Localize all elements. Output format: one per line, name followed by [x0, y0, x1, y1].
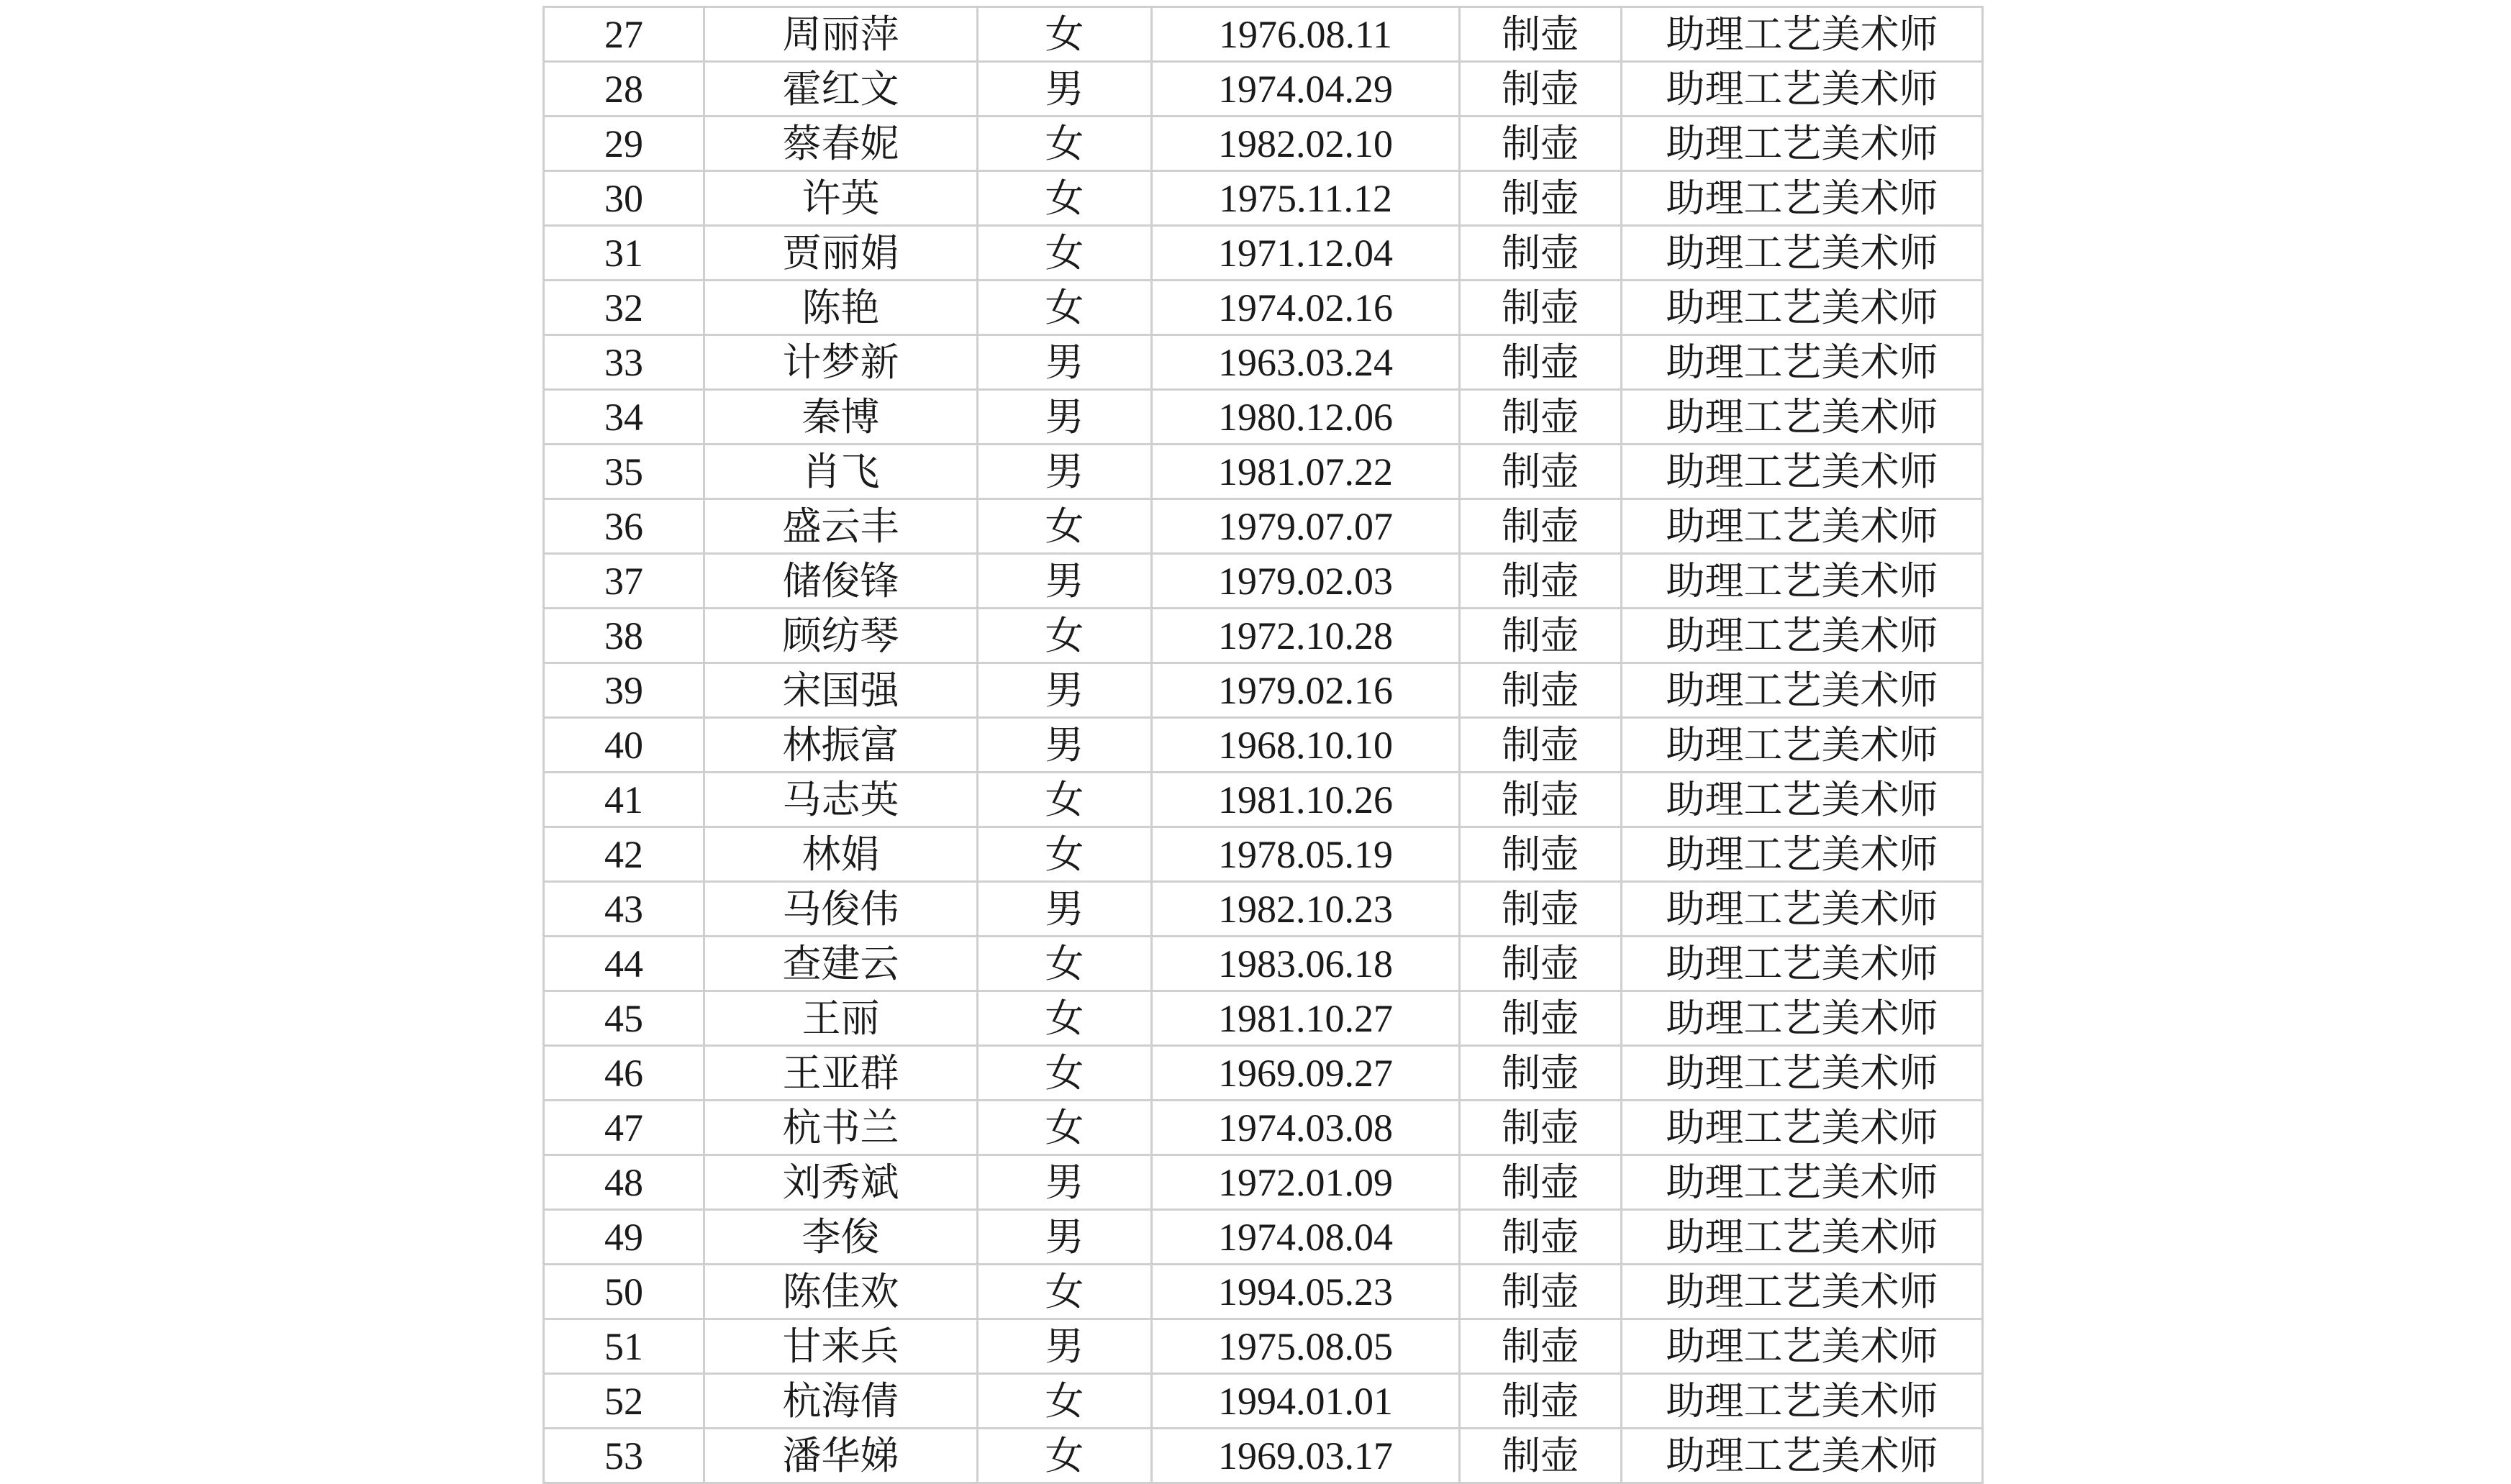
birth-date-cell: 1975.11.12 [1152, 171, 1460, 226]
gender-cell: 女 [978, 171, 1152, 226]
gender-cell: 女 [978, 827, 1152, 882]
roster-sheet [542, 6, 1981, 1484]
table-row [544, 171, 1983, 226]
row-number-cell: 42 [544, 827, 704, 882]
table-row [544, 1265, 1983, 1319]
row-number-cell: 36 [544, 499, 704, 554]
gender-cell: 男 [978, 554, 1152, 609]
title-cell: 助理工艺美术师 [1622, 390, 1983, 445]
row-number-cell: 37 [544, 554, 704, 609]
name-cell: 肖飞 [704, 445, 978, 499]
table-row [544, 663, 1983, 718]
birth-date-cell: 1975.08.05 [1152, 1319, 1460, 1374]
trade-cell: 制壶 [1460, 663, 1622, 718]
birth-date-cell: 1994.01.01 [1152, 1374, 1460, 1429]
title-cell: 助理工艺美术师 [1622, 499, 1983, 554]
trade-cell: 制壶 [1460, 7, 1622, 62]
title-cell: 助理工艺美术师 [1622, 226, 1983, 281]
table-row [544, 1429, 1983, 1483]
name-cell: 顾纺琴 [704, 609, 978, 663]
birth-date-cell: 1979.02.16 [1152, 663, 1460, 718]
birth-date-cell: 1981.07.22 [1152, 445, 1460, 499]
table-row [544, 1210, 1983, 1265]
title-cell: 助理工艺美术师 [1622, 827, 1983, 882]
gender-cell: 男 [978, 62, 1152, 117]
name-cell: 宋国强 [704, 663, 978, 718]
birth-date-cell: 1982.10.23 [1152, 882, 1460, 937]
birth-date-cell: 1974.03.08 [1152, 1101, 1460, 1155]
title-cell: 助理工艺美术师 [1622, 7, 1983, 62]
title-cell: 助理工艺美术师 [1622, 445, 1983, 499]
birth-date-cell: 1969.03.17 [1152, 1429, 1460, 1483]
trade-cell: 制壶 [1460, 171, 1622, 226]
trade-cell: 制壶 [1460, 62, 1622, 117]
trade-cell: 制壶 [1460, 226, 1622, 281]
table-row [544, 718, 1983, 773]
title-cell: 助理工艺美术师 [1622, 1046, 1983, 1101]
birth-date-cell: 1972.01.09 [1152, 1155, 1460, 1210]
table-row [544, 499, 1983, 554]
title-cell: 助理工艺美术师 [1622, 1429, 1983, 1483]
title-cell: 助理工艺美术师 [1622, 882, 1983, 937]
row-number-cell: 48 [544, 1155, 704, 1210]
row-number-cell: 41 [544, 773, 704, 827]
title-cell: 助理工艺美术师 [1622, 773, 1983, 827]
gender-cell: 女 [978, 281, 1152, 335]
table-row [544, 554, 1983, 609]
name-cell: 蔡春妮 [704, 117, 978, 171]
table-row [544, 1101, 1983, 1155]
title-cell: 助理工艺美术师 [1622, 1265, 1983, 1319]
name-cell: 陈佳欢 [704, 1265, 978, 1319]
trade-cell: 制壶 [1460, 499, 1622, 554]
trade-cell: 制壶 [1460, 1210, 1622, 1265]
name-cell: 霍红文 [704, 62, 978, 117]
name-cell: 查建云 [704, 937, 978, 991]
gender-cell: 男 [978, 445, 1152, 499]
table-row [544, 335, 1983, 390]
trade-cell: 制壶 [1460, 281, 1622, 335]
row-number-cell: 44 [544, 937, 704, 991]
name-cell: 杭海倩 [704, 1374, 978, 1429]
gender-cell: 女 [978, 1429, 1152, 1483]
birth-date-cell: 1976.08.11 [1152, 7, 1460, 62]
title-cell: 助理工艺美术师 [1622, 62, 1983, 117]
title-cell: 助理工艺美术师 [1622, 554, 1983, 609]
row-number-cell: 46 [544, 1046, 704, 1101]
gender-cell: 男 [978, 663, 1152, 718]
trade-cell: 制壶 [1460, 390, 1622, 445]
trade-cell: 制壶 [1460, 1046, 1622, 1101]
table-row [544, 1319, 1983, 1374]
roster-table [542, 6, 1984, 1484]
gender-cell: 男 [978, 335, 1152, 390]
trade-cell: 制壶 [1460, 773, 1622, 827]
birth-date-cell: 1982.02.10 [1152, 117, 1460, 171]
title-cell: 助理工艺美术师 [1622, 1374, 1983, 1429]
title-cell: 助理工艺美术师 [1622, 991, 1983, 1046]
gender-cell: 女 [978, 117, 1152, 171]
trade-cell: 制壶 [1460, 1374, 1622, 1429]
row-number-cell: 40 [544, 718, 704, 773]
gender-cell: 男 [978, 882, 1152, 937]
row-number-cell: 53 [544, 1429, 704, 1483]
table-row [544, 1155, 1983, 1210]
title-cell: 助理工艺美术师 [1622, 1101, 1983, 1155]
table-row [544, 882, 1983, 937]
table-row [544, 281, 1983, 335]
gender-cell: 女 [978, 1046, 1152, 1101]
gender-cell: 男 [978, 718, 1152, 773]
table-row [544, 1046, 1983, 1101]
table-row [544, 7, 1983, 62]
name-cell: 李俊 [704, 1210, 978, 1265]
name-cell: 刘秀斌 [704, 1155, 978, 1210]
birth-date-cell: 1994.05.23 [1152, 1265, 1460, 1319]
name-cell: 林振富 [704, 718, 978, 773]
title-cell: 助理工艺美术师 [1622, 718, 1983, 773]
row-number-cell: 50 [544, 1265, 704, 1319]
gender-cell: 女 [978, 991, 1152, 1046]
birth-date-cell: 1969.09.27 [1152, 1046, 1460, 1101]
gender-cell: 男 [978, 390, 1152, 445]
roster-table-body [544, 7, 1983, 1483]
gender-cell: 男 [978, 1210, 1152, 1265]
table-row [544, 445, 1983, 499]
name-cell: 林娟 [704, 827, 978, 882]
name-cell: 马志英 [704, 773, 978, 827]
table-row [544, 609, 1983, 663]
gender-cell: 女 [978, 1265, 1152, 1319]
trade-cell: 制壶 [1460, 1101, 1622, 1155]
birth-date-cell: 1971.12.04 [1152, 226, 1460, 281]
birth-date-cell: 1979.07.07 [1152, 499, 1460, 554]
table-row [544, 390, 1983, 445]
trade-cell: 制壶 [1460, 991, 1622, 1046]
name-cell: 秦博 [704, 390, 978, 445]
table-row [544, 117, 1983, 171]
name-cell: 王丽 [704, 991, 978, 1046]
gender-cell: 女 [978, 1374, 1152, 1429]
trade-cell: 制壶 [1460, 445, 1622, 499]
birth-date-cell: 1983.06.18 [1152, 937, 1460, 991]
trade-cell: 制壶 [1460, 882, 1622, 937]
trade-cell: 制壶 [1460, 1319, 1622, 1374]
birth-date-cell: 1979.02.03 [1152, 554, 1460, 609]
birth-date-cell: 1972.10.28 [1152, 609, 1460, 663]
title-cell: 助理工艺美术师 [1622, 1210, 1983, 1265]
row-number-cell: 35 [544, 445, 704, 499]
row-number-cell: 45 [544, 991, 704, 1046]
title-cell: 助理工艺美术师 [1622, 663, 1983, 718]
title-cell: 助理工艺美术师 [1622, 281, 1983, 335]
name-cell: 储俊锋 [704, 554, 978, 609]
gender-cell: 女 [978, 499, 1152, 554]
trade-cell: 制壶 [1460, 554, 1622, 609]
name-cell: 王亚群 [704, 1046, 978, 1101]
table-row [544, 1374, 1983, 1429]
row-number-cell: 33 [544, 335, 704, 390]
trade-cell: 制壶 [1460, 718, 1622, 773]
row-number-cell: 51 [544, 1319, 704, 1374]
title-cell: 助理工艺美术师 [1622, 335, 1983, 390]
birth-date-cell: 1968.10.10 [1152, 718, 1460, 773]
row-number-cell: 28 [544, 62, 704, 117]
birth-date-cell: 1974.04.29 [1152, 62, 1460, 117]
name-cell: 盛云丰 [704, 499, 978, 554]
name-cell: 计梦新 [704, 335, 978, 390]
gender-cell: 男 [978, 1155, 1152, 1210]
row-number-cell: 43 [544, 882, 704, 937]
gender-cell: 女 [978, 609, 1152, 663]
gender-cell: 女 [978, 1101, 1152, 1155]
name-cell: 潘华娣 [704, 1429, 978, 1483]
row-number-cell: 34 [544, 390, 704, 445]
gender-cell: 男 [978, 1319, 1152, 1374]
row-number-cell: 38 [544, 609, 704, 663]
row-number-cell: 29 [544, 117, 704, 171]
row-number-cell: 32 [544, 281, 704, 335]
gender-cell: 女 [978, 226, 1152, 281]
name-cell: 马俊伟 [704, 882, 978, 937]
table-row [544, 991, 1983, 1046]
title-cell: 助理工艺美术师 [1622, 937, 1983, 991]
row-number-cell: 47 [544, 1101, 704, 1155]
name-cell: 杭书兰 [704, 1101, 978, 1155]
trade-cell: 制壶 [1460, 827, 1622, 882]
trade-cell: 制壶 [1460, 937, 1622, 991]
birth-date-cell: 1978.05.19 [1152, 827, 1460, 882]
birth-date-cell: 1963.03.24 [1152, 335, 1460, 390]
table-row [544, 937, 1983, 991]
title-cell: 助理工艺美术师 [1622, 1319, 1983, 1374]
table-row [544, 62, 1983, 117]
gender-cell: 女 [978, 773, 1152, 827]
name-cell: 周丽萍 [704, 7, 978, 62]
birth-date-cell: 1980.12.06 [1152, 390, 1460, 445]
gender-cell: 女 [978, 937, 1152, 991]
name-cell: 贾丽娟 [704, 226, 978, 281]
gender-cell: 女 [978, 7, 1152, 62]
row-number-cell: 27 [544, 7, 704, 62]
birth-date-cell: 1974.08.04 [1152, 1210, 1460, 1265]
name-cell: 陈艳 [704, 281, 978, 335]
row-number-cell: 39 [544, 663, 704, 718]
trade-cell: 制壶 [1460, 117, 1622, 171]
title-cell: 助理工艺美术师 [1622, 117, 1983, 171]
trade-cell: 制壶 [1460, 1155, 1622, 1210]
trade-cell: 制壶 [1460, 1265, 1622, 1319]
title-cell: 助理工艺美术师 [1622, 1155, 1983, 1210]
row-number-cell: 52 [544, 1374, 704, 1429]
trade-cell: 制壶 [1460, 1429, 1622, 1483]
row-number-cell: 30 [544, 171, 704, 226]
title-cell: 助理工艺美术师 [1622, 609, 1983, 663]
name-cell: 甘来兵 [704, 1319, 978, 1374]
title-cell: 助理工艺美术师 [1622, 171, 1983, 226]
table-row [544, 226, 1983, 281]
row-number-cell: 31 [544, 226, 704, 281]
row-number-cell: 49 [544, 1210, 704, 1265]
table-row [544, 827, 1983, 882]
table-row [544, 773, 1983, 827]
birth-date-cell: 1981.10.27 [1152, 991, 1460, 1046]
name-cell: 许英 [704, 171, 978, 226]
trade-cell: 制壶 [1460, 609, 1622, 663]
birth-date-cell: 1974.02.16 [1152, 281, 1460, 335]
birth-date-cell: 1981.10.26 [1152, 773, 1460, 827]
trade-cell: 制壶 [1460, 335, 1622, 390]
